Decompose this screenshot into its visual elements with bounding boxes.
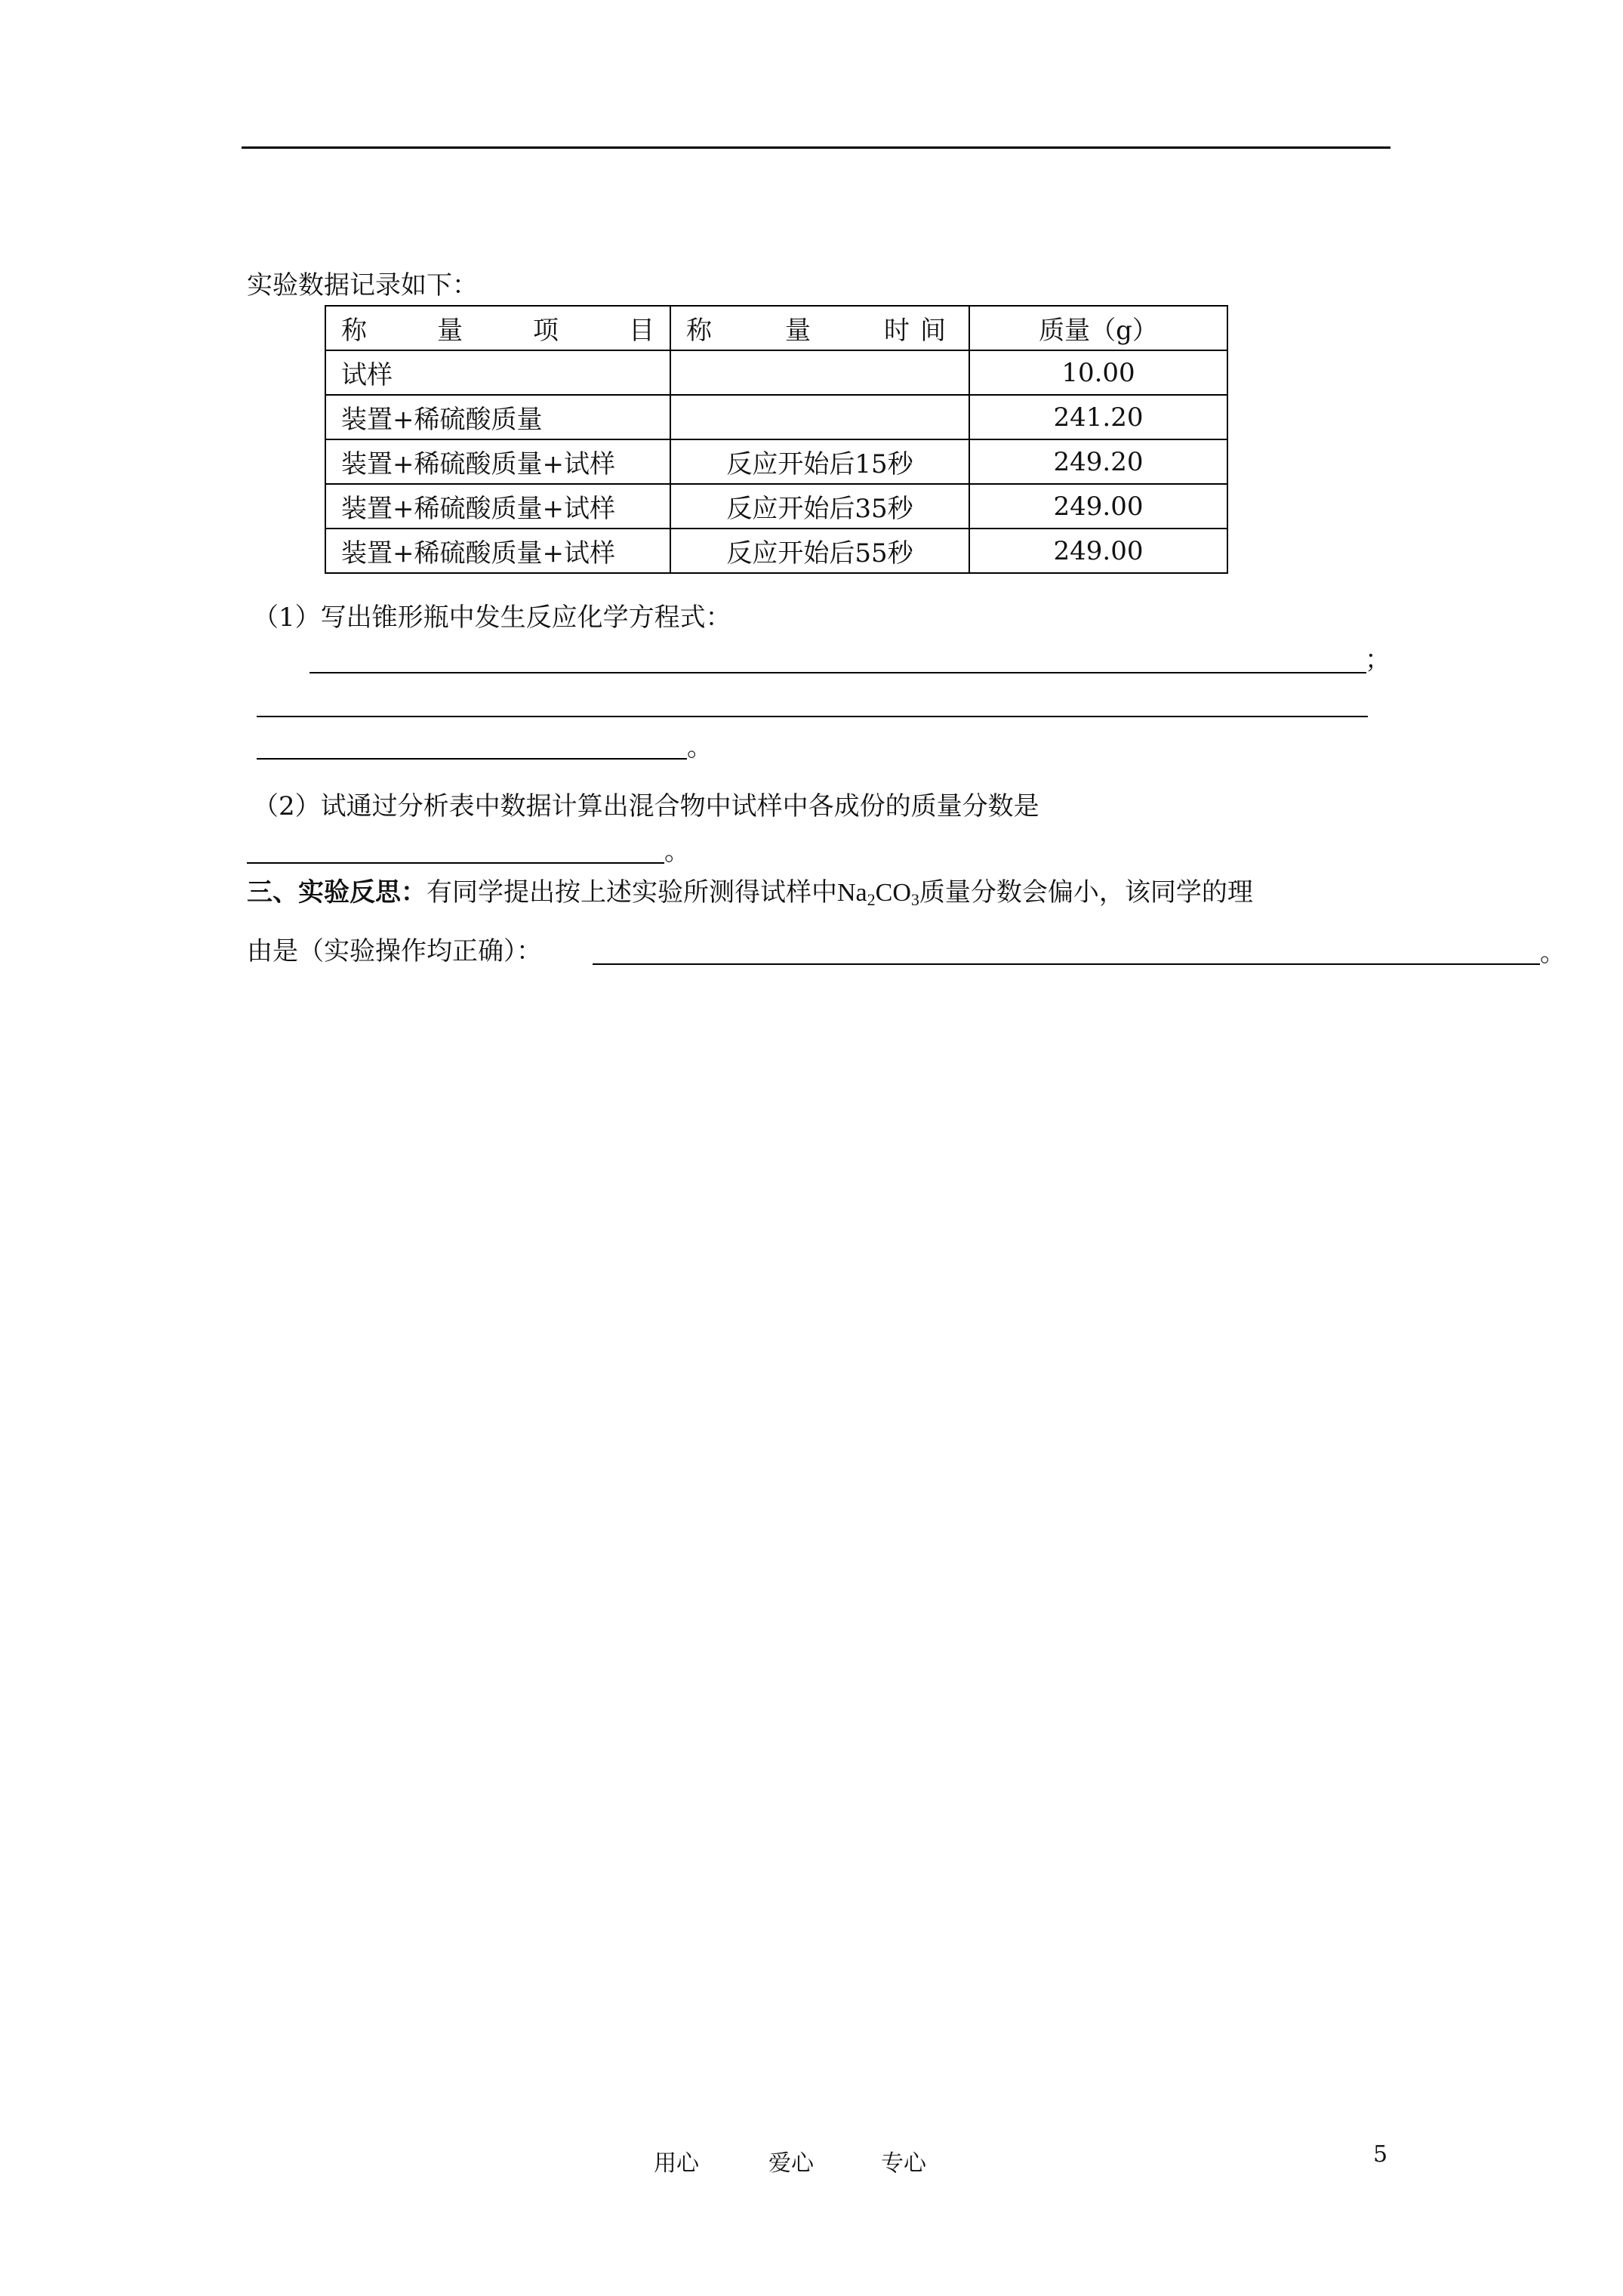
table-header-row (325, 306, 1227, 350)
question-1-text: （1）写出锥形瓶中发生反应化学方程式： (253, 603, 731, 633)
cell-time: 反应开始后55秒 (670, 529, 969, 573)
cell-mass: 249.00 (969, 529, 1227, 573)
cell-time: 反应开始后35秒 (670, 484, 969, 529)
cell-item: 装置+稀硫酸质量+试样 (325, 484, 670, 529)
table-row (325, 439, 1227, 484)
cell-mass: 249.20 (969, 439, 1227, 484)
cell-mass: 249.00 (969, 484, 1227, 529)
q2-end: 。 (664, 837, 690, 867)
cell-time: 反应开始后15秒 (670, 439, 969, 484)
table-row (325, 350, 1227, 395)
footer-motto-1: 用心 (654, 2150, 699, 2177)
q1-line1-end: ； (1365, 645, 1390, 675)
answer-blank-q1-line3[interactable] (257, 758, 687, 760)
q1-line3-end: 。 (687, 732, 713, 763)
cell-mass: 241.20 (969, 395, 1227, 439)
answer-blank-section-3[interactable] (593, 963, 1540, 965)
section-3-heading: 三、实验反思： (247, 877, 427, 908)
table-row (325, 395, 1227, 439)
cell-item: 装置+稀硫酸质量+试样 (325, 439, 670, 484)
table-row (325, 484, 1227, 529)
section-3-text-a: 有同学提出按上述实验所测得试样中 (427, 877, 837, 908)
cell-item: 试样 (325, 350, 670, 395)
cell-item: 装置+稀硫酸质量 (325, 395, 670, 439)
header-rule (242, 146, 1390, 149)
cell-mass: 10.00 (969, 350, 1227, 395)
answer-blank-q1-line1[interactable] (310, 672, 1366, 673)
answer-blank-q2[interactable] (247, 862, 664, 864)
footer-motto-3: 专心 (881, 2150, 926, 2177)
header-time: 称 量 时 间 (670, 306, 969, 350)
na2co3-formula: $Na_2CO_3$ (837, 879, 919, 909)
table-intro: 实验数据记录如下： (247, 270, 478, 300)
cell-time (670, 395, 969, 439)
question-2-text: （2）试通过分析表中数据计算出混合物中试样中各成份的质量分数是 (253, 791, 1039, 821)
cell-item: 装置+稀硫酸质量+试样 (325, 529, 670, 573)
cell-time (670, 350, 969, 395)
answer-blank-q1-line2[interactable] (257, 716, 1368, 717)
section-3-line1 (247, 876, 1253, 910)
data-table (325, 305, 1228, 574)
header-item: 称 量 项 目 (325, 306, 670, 350)
header-mass: 质量（g） (969, 306, 1227, 350)
section-3-end: 。 (1540, 938, 1566, 968)
section-3-text-b: 质量分数会偏小，该同学的理 (919, 877, 1253, 908)
section-3-line2: 由是（实验操作均正确）： (247, 936, 542, 966)
page-number: 5 (1373, 2141, 1388, 2168)
footer-motto-2: 爱心 (768, 2150, 814, 2177)
table-row (325, 529, 1227, 573)
